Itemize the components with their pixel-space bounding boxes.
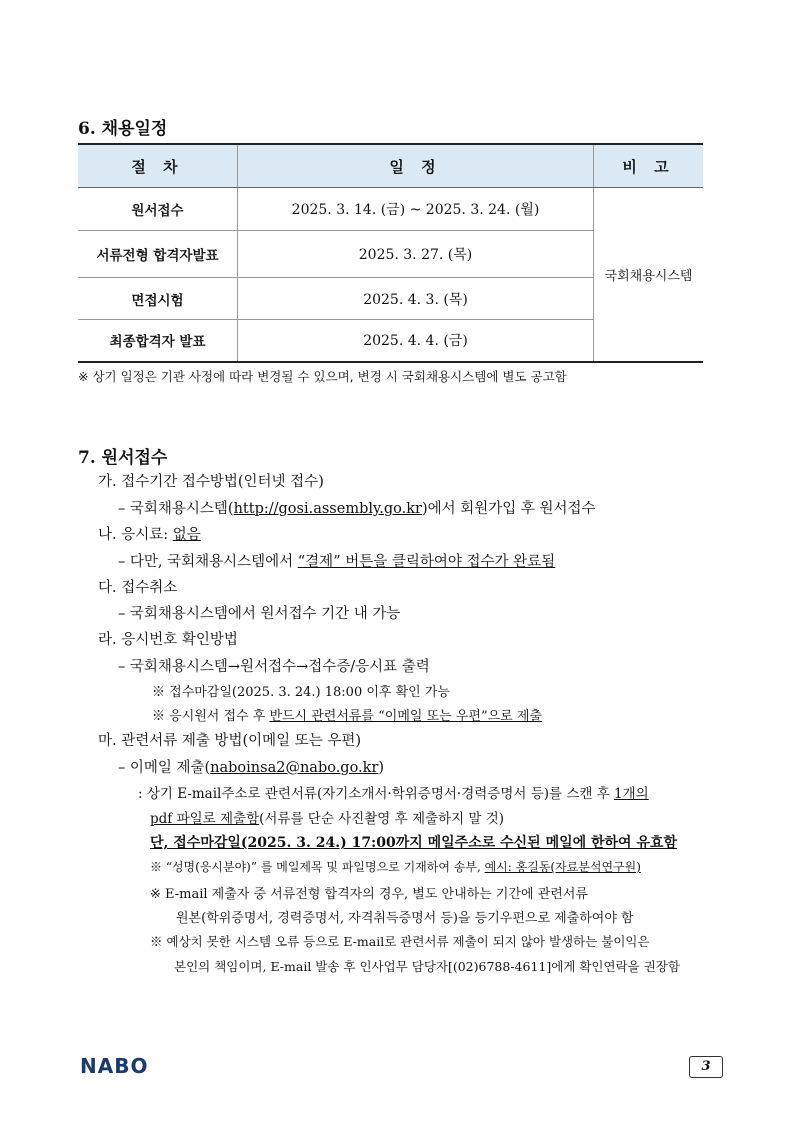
item-ga-1: – 국회채용시스템(http://gosi.assembly.go.kr)에서 회원가입 후 원서접수 bbox=[118, 501, 596, 517]
item-na-1: – 다만, 국회채용시스템에서 “결제” 버튼을 클릭하여야 접수가 완료됨 bbox=[118, 554, 556, 570]
item-ra: 라. 응시번호 확인방법 bbox=[98, 632, 238, 648]
row-date: 2025. 3. 27. (목) bbox=[238, 231, 594, 278]
item-ma-1: – 이메일 제출(naboinsa2@nabo.go.kr) bbox=[118, 760, 385, 776]
section6-title: 6. 채용일정 bbox=[78, 119, 168, 139]
item-ma-7: 원본(학위증명서, 경력증명서, 자격취득증명서 등)을 등기우편으로 제출하여야 함 bbox=[176, 911, 634, 926]
row-step: 서류전형 합격자발표 bbox=[78, 231, 238, 278]
page-number: 3 bbox=[689, 1056, 723, 1078]
item-da-1: – 국회채용시스템에서 원서접수 기간 내 가능 bbox=[118, 606, 401, 622]
header-step: 절 차 bbox=[78, 144, 238, 188]
nabo-logo: NABO bbox=[80, 1054, 149, 1078]
row-date: 2025. 3. 14. (금) ~ 2025. 3. 24. (월) bbox=[238, 188, 594, 231]
item-ra-3: ※ 응시원서 접수 후 반드시 관련서류를 “이메일 또는 우편”으로 제출 bbox=[152, 709, 542, 724]
remark-cell: 국회채용시스템 bbox=[594, 188, 704, 362]
item-ma: 마. 관련서류 제출 방법(이메일 또는 우편) bbox=[98, 733, 362, 749]
header-remark: 비 고 bbox=[594, 144, 704, 188]
section7-title: 7. 원서접수 bbox=[78, 448, 168, 468]
item-ma-5: ※ “성명(응시분야)” 를 메일제목 및 파일명으로 기재하여 송부, 예시: 홍길동(자료분석연구원) bbox=[150, 860, 641, 874]
email-link[interactable]: naboinsa2@nabo.go.kr bbox=[210, 760, 379, 776]
schedule-table bbox=[78, 143, 703, 363]
header-date: 일 정 bbox=[238, 144, 594, 188]
item-ma-8: ※ 예상치 못한 시스템 오류 등으로 E-mail로 관련서류 제출이 되지 않아 발생하는 불이익은 bbox=[150, 934, 650, 949]
row-date: 2025. 4. 3. (목) bbox=[238, 278, 594, 320]
item-ra-2: ※ 접수마감일(2025. 3. 24.) 18:00 이후 확인 가능 bbox=[152, 685, 450, 700]
assembly-link[interactable]: http://gosi.assembly.go.kr bbox=[233, 501, 422, 517]
item-ma-9: 본인의 책임이며, E-mail 발송 후 인사업무 담당자[(02)6788-4611]에게 확인연락을 권장함 bbox=[174, 959, 680, 974]
item-ma-6: ※ E-mail 제출자 중 서류전형 합격자의 경우, 별도 안내하는 기간에 관련서류 bbox=[150, 887, 588, 902]
row-step: 최종합격자 발표 bbox=[78, 320, 238, 362]
item-ma-3: pdf 파일로 제출함(서류를 단순 사진촬영 후 제출하지 말 것) bbox=[150, 811, 505, 827]
item-na: 나. 응시료: 없음 bbox=[98, 527, 201, 543]
row-date: 2025. 4. 4. (금) bbox=[238, 320, 594, 362]
item-ma-2: : 상기 E-mail주소로 관련서류(자기소개서·학위증명서·경력증명서 등)를 스캔 후 1개의 bbox=[138, 786, 649, 802]
item-ma-4: 단, 접수마감일(2025. 3. 24.) 17:00까지 메일주소로 수신된 메일에 한하여 유효함 bbox=[150, 835, 678, 851]
item-da: 다. 접수취소 bbox=[98, 580, 178, 596]
row-step: 원서접수 bbox=[78, 188, 238, 231]
item-ga: 가. 접수기간 접수방법(인터넷 접수) bbox=[98, 474, 324, 490]
schedule-note: ※ 상기 일정은 기관 사정에 따라 변경될 수 있으며, 변경 시 국회채용시스템에 별도 공고함 bbox=[78, 369, 567, 384]
row-step: 면접시험 bbox=[78, 278, 238, 320]
item-ra-1: – 국회채용시스템→원서접수→접수증/응시표 출력 bbox=[118, 659, 430, 675]
